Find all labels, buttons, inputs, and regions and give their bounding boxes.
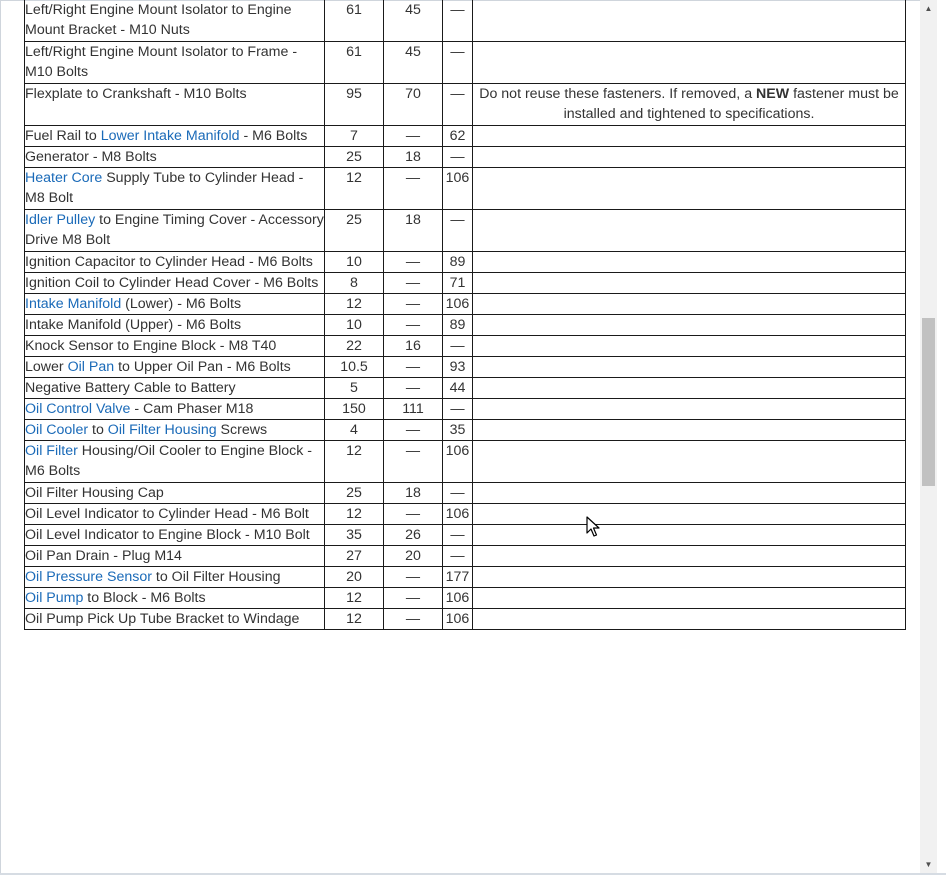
component-description-cell — [25, 0, 325, 42]
table-row — [25, 0, 906, 42]
component-text: Oil Level Indicator to Cylinder Head - M6 Bolt — [25, 506, 309, 522]
component-description-cell — [25, 42, 325, 84]
table-row — [25, 504, 906, 525]
component-text: Ignition Capacitor to Cylinder Head - M6 Bolts — [25, 254, 313, 270]
specification-note-cell — [473, 399, 906, 420]
component-text: Negative Battery Cable to Battery — [25, 380, 236, 396]
component-text: Oil Level Indicator to Engine Block - M10 Bolt — [25, 527, 310, 543]
table-row — [25, 126, 906, 147]
torque-lbin-cell: — — [443, 399, 473, 420]
table-row — [25, 609, 906, 630]
torque-lbft-cell: — — [384, 441, 443, 483]
component-description-cell — [25, 546, 325, 567]
specification-note-cell — [473, 609, 906, 630]
component-link[interactable]: Intake Manifold — [25, 296, 122, 312]
component-description-cell — [25, 399, 325, 420]
torque-lbin-cell: 177 — [443, 567, 473, 588]
table-row — [25, 42, 906, 84]
component-text: to Upper Oil Pan - M6 Bolts — [114, 359, 291, 375]
specification-note-cell — [473, 567, 906, 588]
component-link[interactable]: Oil Filter Housing — [107, 422, 217, 438]
torque-nm-cell: 7 — [325, 126, 384, 147]
torque-lbin-cell: 62 — [443, 126, 473, 147]
table-row — [25, 294, 906, 315]
torque-lbft-cell: — — [384, 420, 443, 441]
torque-nm-cell: 150 — [325, 399, 384, 420]
component-description-cell — [25, 357, 325, 378]
specification-note-cell — [473, 0, 906, 42]
component-text: Fuel Rail to — [25, 128, 101, 144]
torque-lbft-cell: 70 — [384, 84, 443, 126]
component-text: Oil Pump Pick Up Tube Bracket to Windage — [25, 611, 300, 627]
note-text: Do not reuse these fasteners. If removed, a — [479, 86, 757, 102]
component-text: to Block - M6 Bolts — [83, 590, 206, 606]
component-text: (Lower) - M6 Bolts — [121, 296, 242, 312]
torque-lbft-cell: — — [384, 378, 443, 399]
vertical-scrollbar[interactable] — [920, 0, 937, 873]
torque-lbft-cell: 18 — [384, 210, 443, 252]
torque-lbft-cell: 20 — [384, 546, 443, 567]
specification-note-cell — [473, 378, 906, 399]
component-text: Intake Manifold (Upper) - M6 Bolts — [25, 317, 242, 333]
specification-note-cell — [473, 210, 906, 252]
component-link[interactable]: Oil Filter — [25, 443, 78, 459]
table-row — [25, 315, 906, 336]
table-row — [25, 420, 906, 441]
table-row — [25, 567, 906, 588]
component-text: Knock Sensor to Engine Block - M8 T40 — [25, 338, 277, 354]
torque-lbin-cell: — — [443, 210, 473, 252]
component-text: Housing/Oil Cooler to Engine Block - M6 Bolts — [25, 443, 313, 479]
specification-note-cell — [473, 252, 906, 273]
torque-nm-cell: 12 — [325, 609, 384, 630]
torque-nm-cell: 20 — [325, 567, 384, 588]
component-text: Ignition Coil to Cylinder Head Cover - M6 Bolts — [25, 275, 319, 291]
scrollbar-thumb[interactable] — [922, 318, 935, 486]
torque-lbft-cell: — — [384, 126, 443, 147]
torque-lbin-cell: 93 — [443, 357, 473, 378]
component-link[interactable]: Oil Pan — [67, 359, 115, 375]
component-description-cell — [25, 525, 325, 546]
torque-nm-cell: 10 — [325, 315, 384, 336]
component-description-cell — [25, 84, 325, 126]
specification-note-cell — [473, 84, 906, 126]
component-link[interactable]: Oil Pump — [25, 590, 84, 606]
torque-nm-cell: 5 — [325, 378, 384, 399]
component-link[interactable]: Oil Pressure Sensor — [25, 569, 152, 585]
component-text: - M6 Bolts — [239, 128, 308, 144]
component-description-cell — [25, 252, 325, 273]
specification-note-cell — [473, 168, 906, 210]
component-text: Left/Right Engine Mount Isolator to Frame - M10 Bolts — [25, 44, 298, 80]
table-row — [25, 357, 906, 378]
specification-note-cell — [473, 315, 906, 336]
specification-note-cell — [473, 42, 906, 84]
component-link[interactable]: Idler Pulley — [25, 212, 96, 228]
torque-lbin-cell: 106 — [443, 441, 473, 483]
table-row — [25, 168, 906, 210]
torque-nm-cell: 25 — [325, 483, 384, 504]
torque-lbin-cell: 35 — [443, 420, 473, 441]
component-description-cell — [25, 378, 325, 399]
component-description-cell — [25, 273, 325, 294]
torque-nm-cell: 35 — [325, 525, 384, 546]
component-text: Flexplate to Crankshaft - M10 Bolts — [25, 86, 247, 102]
table-row — [25, 273, 906, 294]
torque-nm-cell: 4 — [325, 420, 384, 441]
torque-lbft-cell: — — [384, 168, 443, 210]
scroll-up-arrow-icon[interactable]: ▲ — [924, 4, 933, 13]
component-link[interactable]: Lower Intake Manifold — [100, 128, 240, 144]
torque-nm-cell: 61 — [325, 42, 384, 84]
table-row — [25, 525, 906, 546]
torque-lbft-cell: 111 — [384, 399, 443, 420]
component-text: Generator - M8 Bolts — [25, 149, 157, 165]
component-link[interactable]: Oil Cooler — [25, 422, 89, 438]
table-row — [25, 399, 906, 420]
table-row — [25, 210, 906, 252]
component-description-cell — [25, 315, 325, 336]
component-description-cell — [25, 168, 325, 210]
torque-lbft-cell: — — [384, 609, 443, 630]
specification-note-cell — [473, 336, 906, 357]
table-row — [25, 588, 906, 609]
component-description-cell — [25, 210, 325, 252]
torque-lbin-cell: 71 — [443, 273, 473, 294]
specification-note-cell — [473, 441, 906, 483]
torque-lbft-cell: — — [384, 294, 443, 315]
torque-lbft-cell: — — [384, 357, 443, 378]
specification-note-cell — [473, 546, 906, 567]
component-description-cell — [25, 336, 325, 357]
table-row — [25, 252, 906, 273]
torque-lbft-cell: — — [384, 588, 443, 609]
torque-nm-cell: 25 — [325, 210, 384, 252]
specification-note-cell — [473, 147, 906, 168]
torque-lbft-cell: 18 — [384, 483, 443, 504]
torque-lbin-cell: — — [443, 0, 473, 42]
component-text: Oil Pan Drain - Plug M14 — [25, 548, 182, 564]
specification-note-cell — [473, 126, 906, 147]
component-text: Supply Tube to Cylinder Head - M8 Bolt — [25, 170, 304, 206]
specification-note-cell — [473, 504, 906, 525]
torque-lbft-cell: 18 — [384, 147, 443, 168]
torque-nm-cell: 61 — [325, 0, 384, 42]
scroll-down-arrow-icon[interactable]: ▼ — [924, 860, 933, 869]
component-text: Lower — [25, 359, 68, 375]
component-text: Screws — [216, 422, 268, 438]
specification-note-cell — [473, 357, 906, 378]
component-description-cell — [25, 588, 325, 609]
table-row — [25, 336, 906, 357]
window-right-edge — [937, 0, 946, 873]
component-text: to Engine Timing Cover - Accessory Drive M8 Bolt — [25, 212, 324, 248]
torque-nm-cell: 95 — [325, 84, 384, 126]
torque-lbft-cell: — — [384, 273, 443, 294]
torque-lbft-cell: 45 — [384, 0, 443, 42]
torque-lbin-cell: — — [443, 546, 473, 567]
torque-nm-cell: 12 — [325, 168, 384, 210]
torque-lbin-cell: 106 — [443, 588, 473, 609]
component-description-cell — [25, 420, 325, 441]
torque-lbin-cell: — — [443, 336, 473, 357]
torque-nm-cell: 12 — [325, 294, 384, 315]
component-description-cell — [25, 567, 325, 588]
torque-lbin-cell: — — [443, 42, 473, 84]
torque-lbin-cell: 89 — [443, 315, 473, 336]
scrollbar-track[interactable] — [920, 17, 937, 856]
component-text: Left/Right Engine Mount Isolator to Engine Mount Bracket - M10 Nuts — [25, 2, 292, 38]
torque-lbft-cell: 16 — [384, 336, 443, 357]
torque-nm-cell: 8 — [325, 273, 384, 294]
component-description-cell — [25, 441, 325, 483]
torque-nm-cell: 27 — [325, 546, 384, 567]
torque-nm-cell: 12 — [325, 588, 384, 609]
table-row — [25, 483, 906, 504]
torque-lbin-cell: — — [443, 84, 473, 126]
torque-lbin-cell: 89 — [443, 252, 473, 273]
torque-lbin-cell: 106 — [443, 168, 473, 210]
torque-nm-cell: 22 — [325, 336, 384, 357]
component-text: to — [88, 422, 108, 438]
torque-lbin-cell: — — [443, 483, 473, 504]
note-text: fastener must be installed and tightened to specifications. — [563, 86, 899, 122]
specification-note-cell — [473, 294, 906, 315]
torque-nm-cell: 25 — [325, 147, 384, 168]
table-row — [25, 546, 906, 567]
torque-lbin-cell: 106 — [443, 294, 473, 315]
specification-note-cell — [473, 420, 906, 441]
torque-table-body — [25, 0, 906, 630]
component-text: Oil Filter Housing Cap — [25, 485, 164, 501]
specification-note-cell — [473, 588, 906, 609]
component-text: to Oil Filter Housing — [151, 569, 281, 585]
torque-nm-cell: 12 — [325, 504, 384, 525]
note-emphasis: NEW — [756, 86, 790, 102]
torque-lbft-cell: — — [384, 567, 443, 588]
torque-nm-cell: 12 — [325, 441, 384, 483]
torque-lbin-cell: 44 — [443, 378, 473, 399]
component-description-cell — [25, 504, 325, 525]
component-text: - Cam Phaser M18 — [130, 401, 254, 417]
torque-lbin-cell: 106 — [443, 504, 473, 525]
torque-lbin-cell: — — [443, 525, 473, 546]
component-description-cell — [25, 483, 325, 504]
torque-lbft-cell: — — [384, 252, 443, 273]
specification-note-cell — [473, 525, 906, 546]
table-row — [25, 441, 906, 483]
torque-lbft-cell: 26 — [384, 525, 443, 546]
torque-specification-table — [24, 0, 906, 630]
table-row — [25, 378, 906, 399]
component-link[interactable]: Oil Control Valve — [25, 401, 131, 417]
torque-nm-cell: 10 — [325, 252, 384, 273]
mouse-pointer-icon — [586, 516, 600, 538]
table-row — [25, 84, 906, 126]
component-description-cell — [25, 126, 325, 147]
torque-lbin-cell: 106 — [443, 609, 473, 630]
table-row — [25, 147, 906, 168]
torque-lbft-cell: 45 — [384, 42, 443, 84]
specification-note-cell — [473, 273, 906, 294]
specification-note-cell — [473, 483, 906, 504]
torque-lbft-cell: — — [384, 504, 443, 525]
component-link[interactable]: Heater Core — [25, 170, 103, 186]
torque-lbin-cell: — — [443, 147, 473, 168]
component-description-cell — [25, 147, 325, 168]
torque-lbft-cell: — — [384, 315, 443, 336]
component-description-cell — [25, 609, 325, 630]
torque-nm-cell: 10.5 — [325, 357, 384, 378]
component-description-cell — [25, 294, 325, 315]
